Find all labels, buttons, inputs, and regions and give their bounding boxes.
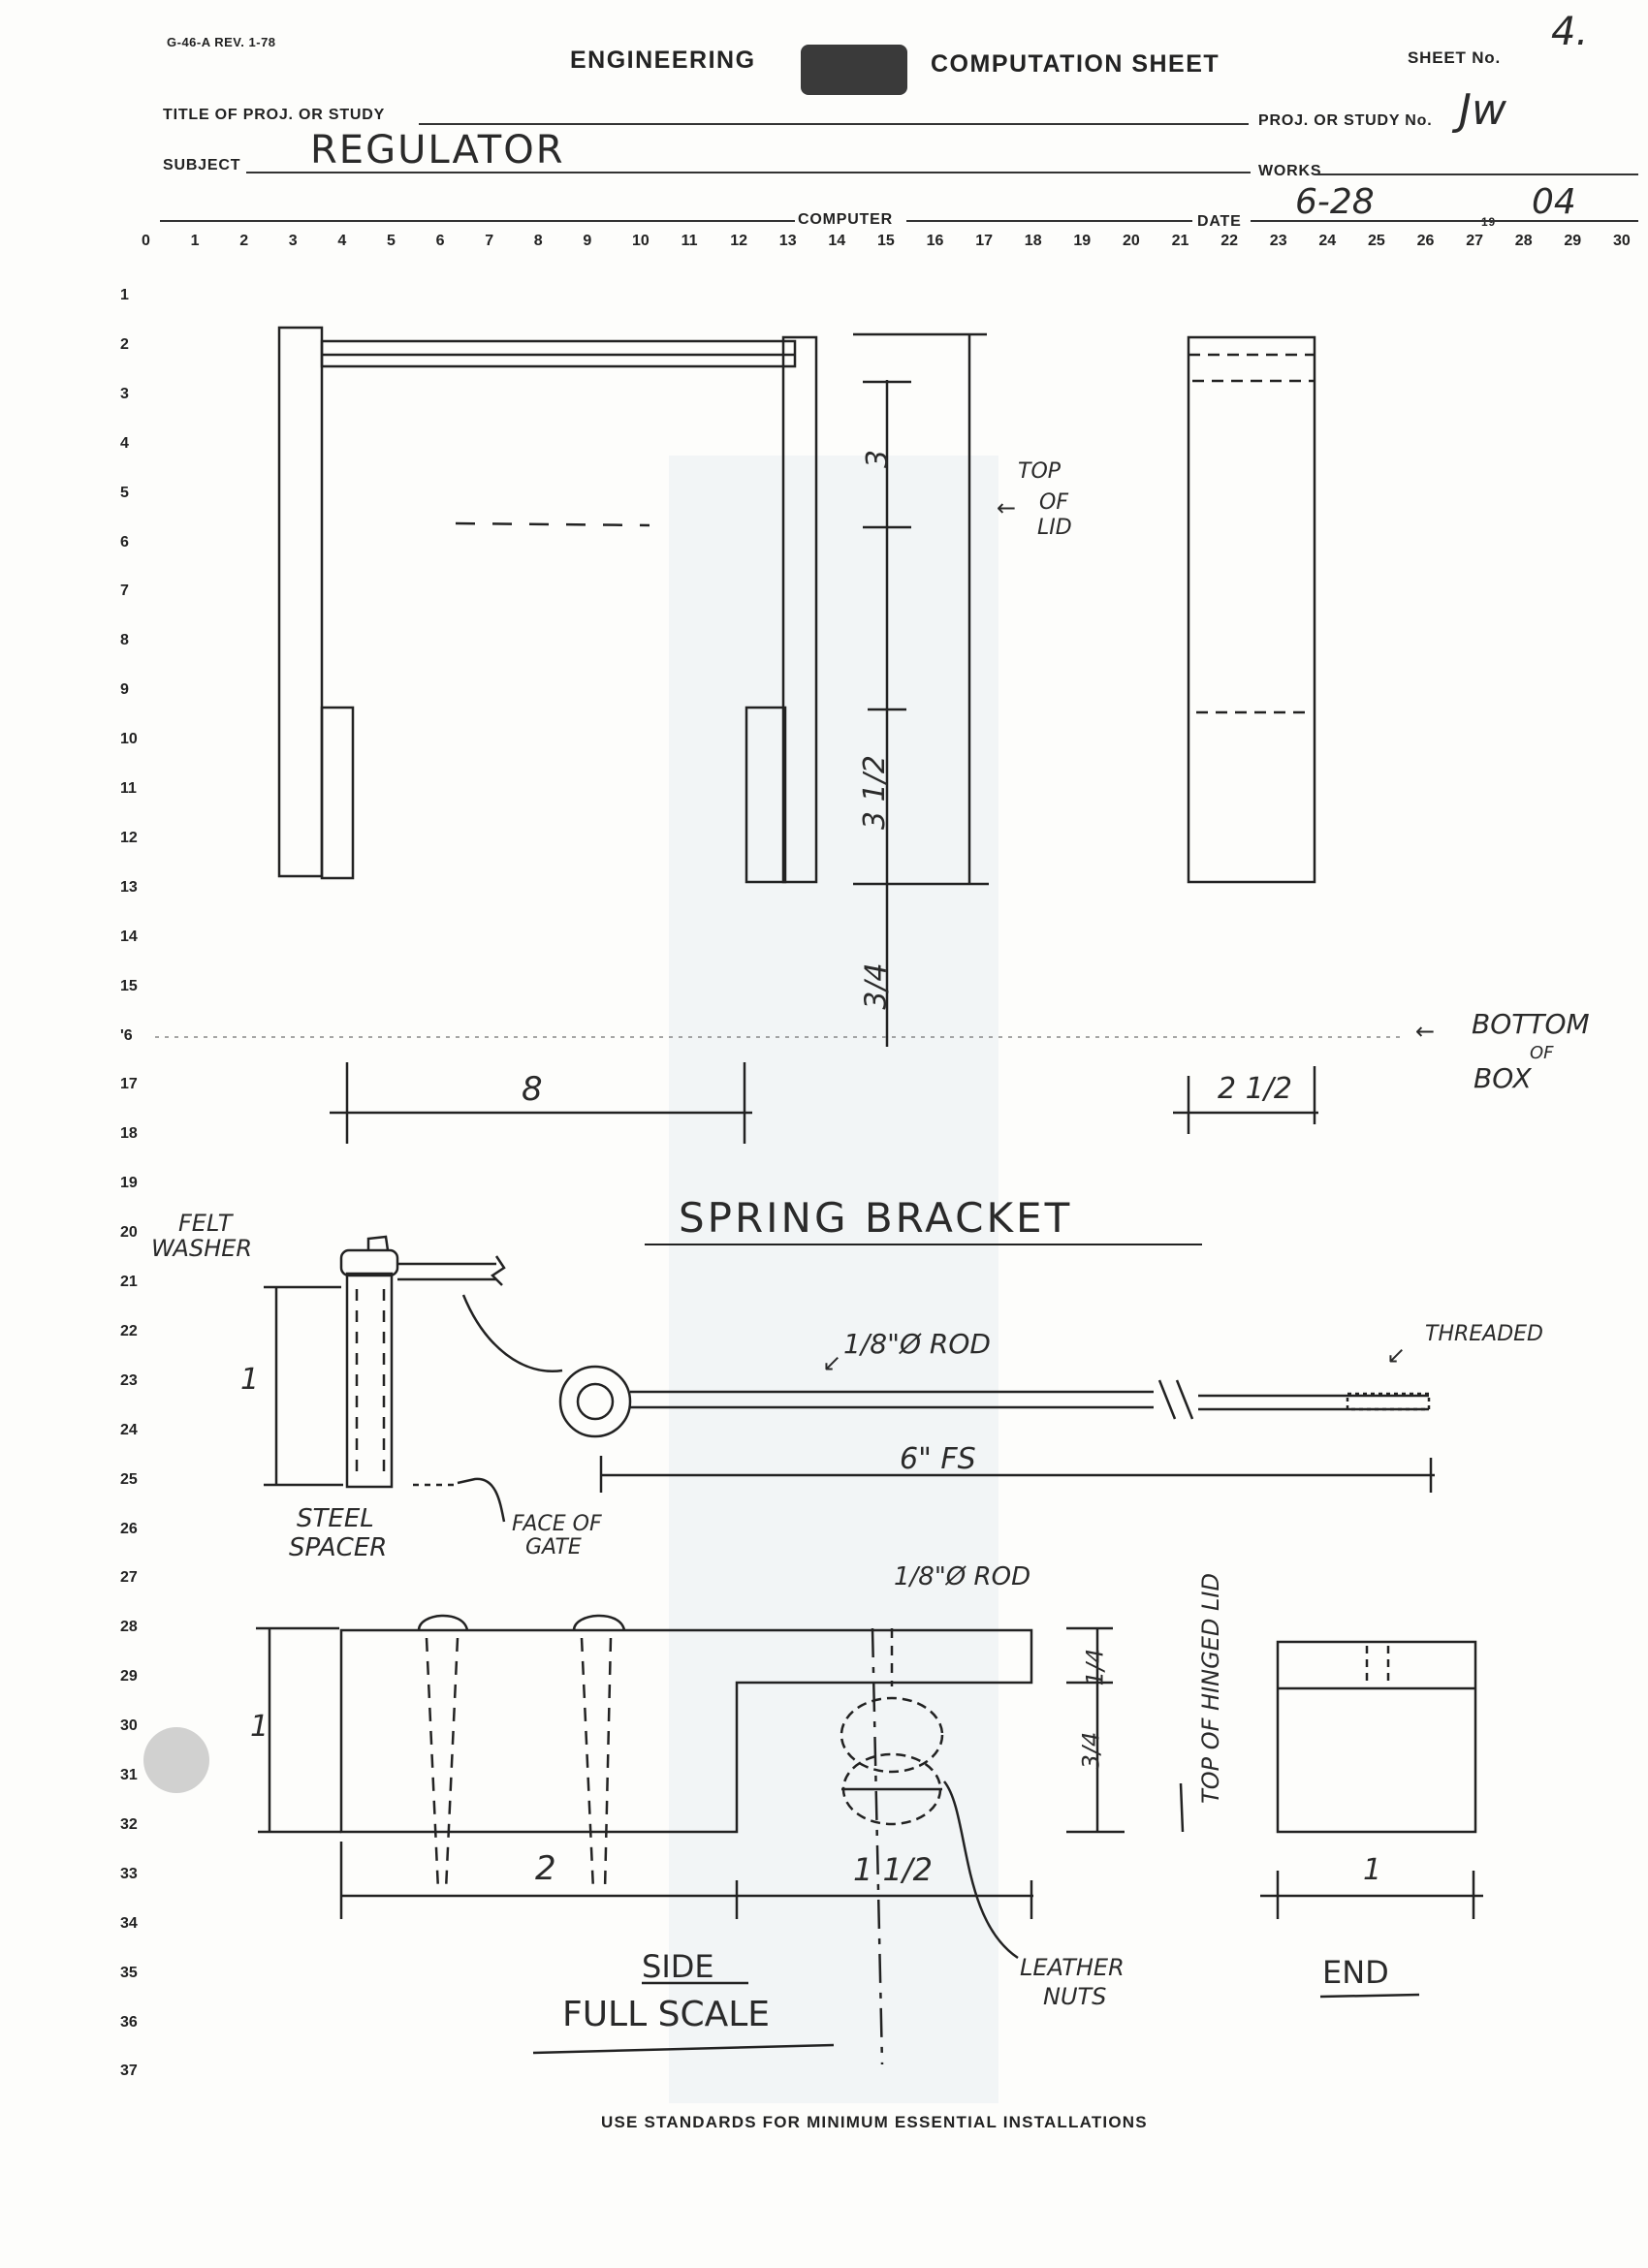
row-number: 23 <box>120 1371 138 1389</box>
dim-1-half: 1 1/2 <box>853 1851 934 1888</box>
leather-nuts-2: NUTS <box>1043 1983 1107 2010</box>
subject-label: SUBJECT <box>163 157 241 173</box>
row-number: 29 <box>120 1668 138 1685</box>
steel-spacer-2: SPACER <box>289 1533 388 1562</box>
row-number: 10 <box>120 731 138 748</box>
column-number: 9 <box>583 233 592 249</box>
rod-label: 1/8"Ø ROD <box>843 1328 991 1360</box>
subject-value: REGULATOR <box>310 128 565 173</box>
column-number: 7 <box>485 233 494 249</box>
row-number: 31 <box>120 1767 138 1783</box>
row-number: 26 <box>120 1520 138 1537</box>
arrow-bottom-of-box: ← <box>1415 1018 1436 1045</box>
column-number: 5 <box>387 233 396 249</box>
face-of-gate-2: GATE <box>525 1535 582 1559</box>
row-number: '6 <box>120 1026 133 1044</box>
column-number: 28 <box>1514 233 1533 249</box>
end-label: END <box>1322 1954 1389 1991</box>
column-number: 22 <box>1220 233 1238 249</box>
row-number: 8 <box>120 632 129 649</box>
column-number: 14 <box>828 233 846 249</box>
felt-washer-2: WASHER <box>151 1235 253 1262</box>
column-number: 18 <box>1024 233 1042 249</box>
row-number: 25 <box>120 1470 138 1488</box>
dim-3: 3 <box>861 449 896 469</box>
column-number: 13 <box>778 233 797 249</box>
row-number: 33 <box>120 1865 138 1882</box>
dim-1b: 1 <box>250 1710 269 1744</box>
row-number: 28 <box>120 1619 138 1636</box>
row-number: 14 <box>120 928 138 945</box>
row-number: 18 <box>120 1125 138 1143</box>
dim-1-4: 1/4 <box>1081 1648 1109 1686</box>
rod-label-2: 1/8"Ø ROD <box>894 1562 1031 1591</box>
column-number: 19 <box>1073 233 1092 249</box>
column-number: 23 <box>1269 233 1287 249</box>
face-of-gate-1: FACE OF <box>512 1512 602 1536</box>
footer-note: USE STANDARDS FOR MINIMUM ESSENTIAL INSTALLATIONS <box>601 2113 1148 2131</box>
row-number: 9 <box>120 681 129 699</box>
top-of-lid-2: OF <box>1039 490 1068 515</box>
works-label: WORKS <box>1258 163 1322 179</box>
dim-3-4b: 3/4 <box>1077 1731 1105 1770</box>
dim-1c: 1 <box>1363 1853 1382 1887</box>
column-number: 0 <box>142 233 150 249</box>
date-label: DATE <box>1197 213 1242 230</box>
row-number: 11 <box>120 780 137 797</box>
row-number: 32 <box>120 1815 138 1833</box>
column-number: 15 <box>877 233 895 249</box>
column-number: 10 <box>632 233 650 249</box>
column-number: 8 <box>533 233 543 249</box>
column-number: 29 <box>1564 233 1582 249</box>
date-year-prefix: 19 <box>1481 215 1496 229</box>
dim-1: 1 <box>240 1363 260 1397</box>
column-number: 11 <box>681 233 698 249</box>
steel-spacer-1: STEEL <box>297 1504 374 1533</box>
dim-2: 2 <box>535 1849 556 1888</box>
row-number: 4 <box>120 434 129 452</box>
spring-bracket-title: SPRING BRACKET <box>679 1194 1073 1242</box>
dim-3-half: 3 1/2 <box>857 755 892 830</box>
form-id: G-46-A REV. 1-78 <box>167 35 276 49</box>
column-number: 21 <box>1171 233 1189 249</box>
column-number: 27 <box>1466 233 1483 249</box>
row-number: 24 <box>120 1421 138 1438</box>
row-number: 36 <box>120 2013 138 2031</box>
top-of-lid-3: LID <box>1037 516 1072 540</box>
threaded-label: THREADED <box>1425 1322 1543 1346</box>
row-number: 3 <box>120 385 129 402</box>
row-number: 2 <box>120 335 129 353</box>
row-number: 5 <box>120 484 129 501</box>
dim-8: 8 <box>522 1070 543 1109</box>
row-number: 37 <box>120 2063 138 2080</box>
row-number: 35 <box>120 1964 138 1981</box>
arrow-threaded: ↙ <box>1386 1341 1407 1369</box>
dim-2-half: 2 1/2 <box>1218 1072 1292 1106</box>
date-value: 6-28 <box>1295 182 1375 222</box>
side-label: SIDE <box>642 1948 714 1985</box>
row-number: 19 <box>120 1175 138 1192</box>
row-number: 34 <box>120 1914 138 1932</box>
computer-label: COMPUTER <box>798 211 893 228</box>
sheet-no-label: SHEET No. <box>1408 48 1501 67</box>
proj-no-value: Jw <box>1459 85 1506 135</box>
column-number: 1 <box>190 233 200 249</box>
column-number: 3 <box>288 233 298 249</box>
proj-no-label: PROJ. OR STUDY No. <box>1258 112 1433 129</box>
column-number: 30 <box>1613 233 1631 249</box>
column-number: 26 <box>1416 233 1435 249</box>
column-number: 16 <box>926 233 944 249</box>
sheet-no-value: 4. <box>1551 10 1589 54</box>
column-number: 6 <box>435 233 445 249</box>
bottom-of-box-2: OF <box>1530 1043 1554 1063</box>
row-number: 27 <box>120 1569 138 1587</box>
row-number: 21 <box>120 1274 138 1290</box>
felt-washer-1: FELT <box>178 1210 233 1237</box>
row-number: 22 <box>120 1322 138 1339</box>
column-number: 12 <box>730 233 747 249</box>
column-number: 2 <box>239 233 249 249</box>
column-number: 17 <box>975 233 993 249</box>
column-number: 20 <box>1123 233 1140 249</box>
row-number: 20 <box>120 1224 138 1242</box>
leather-nuts-1: LEATHER <box>1020 1954 1125 1981</box>
row-number: 17 <box>120 1076 138 1093</box>
row-number: 1 <box>120 287 129 303</box>
column-number: 4 <box>337 233 347 249</box>
row-number: 7 <box>120 583 129 600</box>
dim-3-quarter: 3/4 <box>859 962 894 1010</box>
full-scale-label: FULL SCALE <box>562 1995 771 2034</box>
sheet-title-engineering: ENGINEERING <box>570 47 756 74</box>
row-number: 30 <box>120 1717 138 1735</box>
row-number: 13 <box>120 878 138 896</box>
column-number: 24 <box>1318 233 1337 249</box>
title-of-proj-label: TITLE OF PROJ. OR STUDY <box>163 107 386 123</box>
column-number: 25 <box>1368 233 1385 249</box>
row-number: 6 <box>120 533 129 551</box>
top-of-lid-1: TOP <box>1018 459 1062 484</box>
row-number: 15 <box>120 977 138 994</box>
date-year: 04 <box>1532 182 1576 222</box>
dim-6fs: 6" FS <box>900 1442 976 1476</box>
top-of-hinged-lid: TOP OF HINGED LID <box>1196 1573 1224 1804</box>
arrow-rod: ↙ <box>822 1349 842 1376</box>
row-number: 12 <box>120 829 138 846</box>
bottom-of-box-3: BOX <box>1474 1062 1532 1094</box>
arrow-top-of-lid: ← <box>997 494 1017 521</box>
bottom-of-box-1: BOTTOM <box>1472 1008 1590 1040</box>
sheet-title-computation: COMPUTATION SHEET <box>931 50 1220 78</box>
